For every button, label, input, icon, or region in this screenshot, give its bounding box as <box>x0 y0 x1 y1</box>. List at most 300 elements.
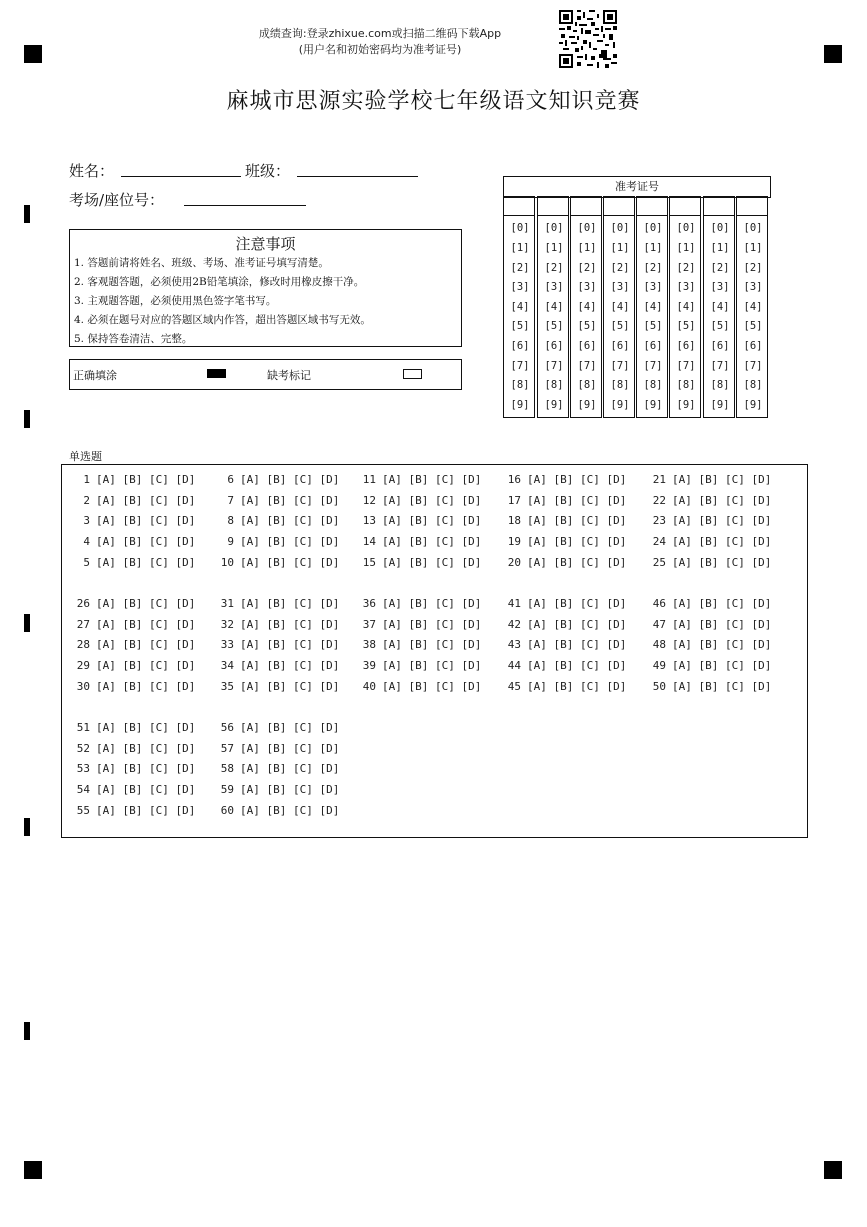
admission-digit-input[interactable] <box>603 196 635 216</box>
absent-mark-label: 缺考标记 <box>267 369 311 382</box>
answer-options[interactable]: [A] [B] [C] [D] <box>527 659 627 673</box>
digit-bubble[interactable]: [7] <box>544 360 564 372</box>
digit-bubble[interactable]: [1] <box>710 242 730 254</box>
admission-title: 准考证号 <box>503 176 771 198</box>
digit-bubble[interactable]: [3] <box>577 281 597 293</box>
question-row[interactable] <box>76 721 195 734</box>
question-number: 23 <box>652 514 666 528</box>
digit-bubble[interactable]: [4] <box>710 301 730 313</box>
answer-options[interactable]: [A] [B] [C] [D] <box>96 514 196 528</box>
digit-bubble[interactable]: [0] <box>676 222 696 234</box>
digit-bubble[interactable]: [0] <box>643 222 663 234</box>
question-number: 18 <box>507 514 521 528</box>
digit-bubble[interactable]: [9] <box>610 399 630 411</box>
question-row[interactable] <box>362 514 481 527</box>
question-number: 42 <box>507 617 521 631</box>
absent-mark-box[interactable] <box>403 369 422 379</box>
question-number: 54 <box>76 783 90 797</box>
digit-bubble[interactable]: [8] <box>610 379 630 391</box>
digit-bubble[interactable]: [1] <box>610 242 630 254</box>
digit-bubble[interactable]: [1] <box>510 242 530 254</box>
answer-options[interactable]: [A] [B] [C] [D] <box>382 514 482 528</box>
section-label: 单选题 <box>69 450 102 463</box>
question-number: 6 <box>227 473 234 486</box>
digit-bubble[interactable]: [9] <box>710 399 730 411</box>
question-number: 60 <box>220 803 234 817</box>
answer-options[interactable]: [A] [B] [C] [D] <box>96 617 196 631</box>
question-row[interactable] <box>507 494 626 507</box>
digit-bubble[interactable]: [2] <box>710 262 730 274</box>
question-number: 16 <box>507 473 521 486</box>
question-row[interactable] <box>507 638 626 651</box>
digit-bubble[interactable]: [6] <box>676 340 696 352</box>
question-row[interactable] <box>76 783 195 796</box>
answer-options[interactable]: [A] [B] [C] [D] <box>240 721 340 734</box>
digit-bubble[interactable]: [6] <box>610 340 630 352</box>
question-row[interactable] <box>652 473 771 486</box>
answer-options[interactable]: [A] [B] [C] [D] <box>672 555 772 569</box>
digit-bubble[interactable]: [3] <box>544 281 564 293</box>
digit-bubble[interactable]: [0] <box>510 222 530 234</box>
admission-digit-input[interactable] <box>736 196 768 216</box>
answer-options[interactable]: [A] [B] [C] [D] <box>240 617 340 631</box>
question-number: 40 <box>362 679 376 693</box>
answer-options[interactable]: [A] [B] [C] [D] <box>382 597 482 610</box>
answer-options[interactable]: [A] [B] [C] [D] <box>527 535 627 549</box>
question-number: 33 <box>220 638 234 652</box>
question-row[interactable] <box>76 473 195 486</box>
answer-options[interactable]: [A] [B] [C] [D] <box>672 473 772 486</box>
question-row[interactable] <box>507 556 626 569</box>
digit-bubble[interactable]: [8] <box>544 379 564 391</box>
answer-options[interactable]: [A] [B] [C] [D] <box>672 659 772 673</box>
timing-mark <box>24 1022 30 1040</box>
notice-title: 注意事项 <box>235 235 296 253</box>
question-row[interactable] <box>507 514 626 527</box>
digit-bubble[interactable]: [4] <box>676 301 696 313</box>
class-label: 班级： <box>245 162 291 180</box>
answer-options[interactable]: [A] [B] [C] [D] <box>96 783 196 797</box>
page-title: 麻城市思源实验学校七年级语文知识竞赛 <box>226 89 641 114</box>
question-row[interactable] <box>652 597 771 610</box>
answer-options[interactable]: [A] [B] [C] [D] <box>672 493 772 507</box>
question-row[interactable] <box>652 659 771 672</box>
timing-mark <box>24 818 30 836</box>
question-number: 4 <box>83 535 90 549</box>
question-row[interactable] <box>220 721 339 734</box>
question-row[interactable] <box>220 618 339 631</box>
answer-options[interactable]: [A] [B] [C] [D] <box>240 679 340 693</box>
digit-bubble[interactable]: [6] <box>577 340 597 352</box>
answer-options[interactable]: [A] [B] [C] [D] <box>96 555 196 569</box>
digit-bubble[interactable]: [4] <box>643 301 663 313</box>
digit-bubble[interactable]: [3] <box>676 281 696 293</box>
question-number: 48 <box>652 638 666 652</box>
answer-options[interactable]: [A] [B] [C] [D] <box>96 535 196 549</box>
digit-bubble[interactable]: [9] <box>544 399 564 411</box>
admission-bubble-list <box>603 216 635 418</box>
question-number: 3 <box>83 514 90 528</box>
answer-options[interactable]: [A] [B] [C] [D] <box>527 555 627 569</box>
digit-bubble[interactable]: [2] <box>610 262 630 274</box>
digit-bubble[interactable]: [5] <box>743 320 763 332</box>
question-row[interactable] <box>652 618 771 631</box>
digit-bubble[interactable]: [9] <box>643 399 663 411</box>
digit-bubble[interactable]: [5] <box>676 320 696 332</box>
question-number: 35 <box>220 679 234 693</box>
answer-options[interactable]: [A] [B] [C] [D] <box>240 783 340 797</box>
digit-bubble[interactable]: [5] <box>710 320 730 332</box>
question-number: 21 <box>652 473 666 486</box>
credential-note: (用户名和初始密码均为准考证号) <box>298 43 462 56</box>
answer-options[interactable]: [A] [B] [C] [D] <box>527 493 627 507</box>
answer-options[interactable]: [A] [B] [C] [D] <box>240 514 340 528</box>
question-number: 58 <box>220 762 234 776</box>
answer-options[interactable]: [A] [B] [C] [D] <box>240 555 340 569</box>
admission-column <box>537 196 569 418</box>
answer-options[interactable]: [A] [B] [C] [D] <box>382 473 482 486</box>
digit-bubble[interactable]: [8] <box>577 379 597 391</box>
mcq-answer-area <box>61 464 808 838</box>
question-number: 59 <box>220 783 234 797</box>
question-number: 44 <box>507 659 521 673</box>
digit-bubble[interactable]: [2] <box>676 262 696 274</box>
admission-column <box>636 196 668 418</box>
question-row[interactable] <box>76 535 195 548</box>
question-row[interactable] <box>76 638 195 651</box>
answer-options[interactable]: [A] [B] [C] [D] <box>96 803 196 817</box>
answer-options[interactable]: [A] [B] [C] [D] <box>672 679 772 693</box>
answer-options[interactable]: [A] [B] [C] [D] <box>672 638 772 652</box>
answer-options[interactable]: [A] [B] [C] [D] <box>527 514 627 528</box>
question-row[interactable] <box>76 618 195 631</box>
digit-bubble[interactable]: [9] <box>676 399 696 411</box>
question-number: 28 <box>76 638 90 652</box>
digit-bubble[interactable]: [7] <box>676 360 696 372</box>
digit-bubble[interactable]: [7] <box>610 360 630 372</box>
class-field[interactable] <box>297 176 418 177</box>
admission-digit-input[interactable] <box>570 196 602 216</box>
question-row[interactable] <box>76 762 195 775</box>
answer-options[interactable]: [A] [B] [C] [D] <box>240 493 340 507</box>
digit-bubble[interactable]: [7] <box>577 360 597 372</box>
question-row[interactable] <box>652 535 771 548</box>
notice-item: 1. 答题前请将姓名、班级、考场、准考证号填写清楚。 <box>74 257 329 269</box>
question-row[interactable] <box>220 597 339 610</box>
question-row[interactable] <box>220 514 339 527</box>
digit-bubble[interactable]: [4] <box>743 301 763 313</box>
digit-bubble[interactable]: [3] <box>743 281 763 293</box>
digit-bubble[interactable]: [3] <box>710 281 730 293</box>
question-row[interactable] <box>76 597 195 610</box>
admission-column <box>736 196 768 418</box>
question-number: 56 <box>220 721 234 734</box>
question-row[interactable] <box>362 638 481 651</box>
digit-bubble[interactable]: [7] <box>643 360 663 372</box>
notice-item: 5. 保持答卷清洁、完整。 <box>74 333 193 345</box>
digit-bubble[interactable]: [6] <box>510 340 530 352</box>
question-number: 38 <box>362 638 376 652</box>
question-number: 49 <box>652 659 666 673</box>
question-row[interactable] <box>362 494 481 507</box>
question-row[interactable] <box>220 638 339 651</box>
question-number: 39 <box>362 659 376 673</box>
admission-digit-input[interactable] <box>703 196 735 216</box>
answer-options[interactable]: [A] [B] [C] [D] <box>672 597 772 610</box>
answer-options[interactable]: [A] [B] [C] [D] <box>527 679 627 693</box>
question-row[interactable] <box>507 680 626 693</box>
question-row[interactable] <box>362 535 481 548</box>
digit-bubble[interactable]: [6] <box>643 340 663 352</box>
timing-mark <box>24 614 30 632</box>
answer-options[interactable]: [A] [B] [C] [D] <box>672 514 772 528</box>
question-number: 5 <box>83 555 90 569</box>
question-row[interactable] <box>362 659 481 672</box>
answer-options[interactable]: [A] [B] [C] [D] <box>96 741 196 755</box>
question-number: 20 <box>507 555 521 569</box>
answer-options[interactable]: [A] [B] [C] [D] <box>240 597 340 610</box>
timing-mark <box>24 205 30 223</box>
answer-options[interactable]: [A] [B] [C] [D] <box>96 762 196 776</box>
question-number: 8 <box>227 514 234 528</box>
question-row[interactable] <box>362 597 481 610</box>
question-row[interactable] <box>220 783 339 796</box>
question-row[interactable] <box>652 514 771 527</box>
question-number: 45 <box>507 679 521 693</box>
digit-bubble[interactable]: [0] <box>710 222 730 234</box>
admission-bubble-list <box>636 216 668 418</box>
answer-options[interactable]: [A] [B] [C] [D] <box>527 638 627 652</box>
digit-bubble[interactable]: [8] <box>510 379 530 391</box>
question-row[interactable] <box>507 535 626 548</box>
digit-bubble[interactable]: [0] <box>544 222 564 234</box>
score-query-note: 成绩查询:登录zhixue.com或扫描二维码下载App <box>258 27 502 40</box>
question-row[interactable] <box>76 680 195 693</box>
question-number: 31 <box>220 597 234 610</box>
digit-bubble[interactable]: [5] <box>643 320 663 332</box>
admission-bubble-list <box>503 216 535 418</box>
fill-legend <box>69 359 462 390</box>
question-number: 2 <box>83 493 90 507</box>
question-number: 25 <box>652 555 666 569</box>
digit-bubble[interactable]: [2] <box>544 262 564 274</box>
digit-bubble[interactable]: [2] <box>743 262 763 274</box>
answer-options[interactable]: [A] [B] [C] [D] <box>240 535 340 549</box>
digit-bubble[interactable]: [5] <box>577 320 597 332</box>
admission-bubble-list <box>537 216 569 418</box>
question-number: 24 <box>652 535 666 549</box>
answer-options[interactable]: [A] [B] [C] [D] <box>240 741 340 755</box>
question-number: 26 <box>76 597 90 610</box>
answer-options[interactable]: [A] [B] [C] [D] <box>527 597 627 610</box>
digit-bubble[interactable]: [8] <box>743 379 763 391</box>
answer-options[interactable]: [A] [B] [C] [D] <box>382 679 482 693</box>
answer-options[interactable]: [A] [B] [C] [D] <box>96 473 196 486</box>
question-number: 12 <box>362 493 376 507</box>
digit-bubble[interactable]: [4] <box>610 301 630 313</box>
admission-digit-input[interactable] <box>537 196 569 216</box>
question-row[interactable] <box>76 494 195 507</box>
digit-bubble[interactable]: [3] <box>610 281 630 293</box>
digit-bubble[interactable]: [1] <box>544 242 564 254</box>
question-number: 13 <box>362 514 376 528</box>
question-row[interactable] <box>362 680 481 693</box>
answer-options[interactable]: [A] [B] [C] [D] <box>672 535 772 549</box>
answer-options[interactable]: [A] [B] [C] [D] <box>240 659 340 673</box>
admission-bubble-list <box>703 216 735 418</box>
answer-options[interactable]: [A] [B] [C] [D] <box>382 617 482 631</box>
digit-bubble[interactable]: [9] <box>743 399 763 411</box>
question-number: 50 <box>652 679 666 693</box>
answer-options[interactable]: [A] [B] [C] [D] <box>96 659 196 673</box>
name-field[interactable] <box>121 176 241 177</box>
question-row[interactable] <box>652 638 771 651</box>
answer-options[interactable]: [A] [B] [C] [D] <box>382 659 482 673</box>
digit-bubble[interactable]: [7] <box>710 360 730 372</box>
question-row[interactable] <box>76 556 195 569</box>
answer-options[interactable]: [A] [B] [C] [D] <box>527 617 627 631</box>
answer-options[interactable]: [A] [B] [C] [D] <box>382 638 482 652</box>
question-number: 11 <box>362 473 376 486</box>
question-number: 1 <box>83 473 90 486</box>
digit-bubble[interactable]: [2] <box>577 262 597 274</box>
digit-bubble[interactable]: [3] <box>510 281 530 293</box>
question-row[interactable] <box>362 473 481 486</box>
digit-bubble[interactable]: [7] <box>743 360 763 372</box>
question-row[interactable] <box>220 535 339 548</box>
digit-bubble[interactable]: [1] <box>743 242 763 254</box>
question-number: 14 <box>362 535 376 549</box>
question-number: 22 <box>652 493 666 507</box>
admission-column <box>570 196 602 418</box>
answer-options[interactable]: [A] [B] [C] [D] <box>240 803 340 817</box>
question-row[interactable] <box>652 680 771 693</box>
digit-bubble[interactable]: [6] <box>710 340 730 352</box>
timing-mark <box>24 410 30 428</box>
digit-bubble[interactable]: [1] <box>676 242 696 254</box>
question-number: 41 <box>507 597 521 610</box>
digit-bubble[interactable]: [6] <box>743 340 763 352</box>
digit-bubble[interactable]: [8] <box>676 379 696 391</box>
digit-bubble[interactable]: [5] <box>610 320 630 332</box>
registration-mark <box>824 45 842 63</box>
admission-column <box>669 196 701 418</box>
filled-bubble-sample <box>207 369 226 378</box>
question-row[interactable] <box>76 514 195 527</box>
question-row[interactable] <box>507 597 626 610</box>
question-row[interactable] <box>220 494 339 507</box>
question-row[interactable] <box>76 659 195 672</box>
digit-bubble[interactable]: [3] <box>643 281 663 293</box>
registration-mark <box>24 1161 42 1179</box>
question-number: 57 <box>220 741 234 755</box>
notice-item: 2. 客观题答题，必须使用2B铅笔填涂，修改时用橡皮擦干净。 <box>74 276 365 288</box>
digit-bubble[interactable]: [5] <box>510 320 530 332</box>
question-row[interactable] <box>507 473 626 486</box>
answer-options[interactable]: [A] [B] [C] [D] <box>240 638 340 652</box>
answer-options[interactable]: [A] [B] [C] [D] <box>527 473 627 486</box>
digit-bubble[interactable]: [4] <box>577 301 597 313</box>
notice-item: 3. 主观题答题，必须使用黑色签字笔书写。 <box>74 295 277 307</box>
question-row[interactable] <box>220 473 339 486</box>
answer-options[interactable]: [A] [B] [C] [D] <box>96 597 196 610</box>
question-row[interactable] <box>220 804 339 817</box>
seat-field[interactable] <box>184 205 306 206</box>
question-number: 10 <box>220 555 234 569</box>
question-number: 29 <box>76 659 90 673</box>
digit-bubble[interactable]: [2] <box>643 262 663 274</box>
question-row[interactable] <box>507 618 626 631</box>
question-row[interactable] <box>76 804 195 817</box>
question-number: 17 <box>507 493 521 507</box>
digit-bubble[interactable]: [5] <box>544 320 564 332</box>
digit-bubble[interactable]: [8] <box>643 379 663 391</box>
answer-options[interactable]: [A] [B] [C] [D] <box>96 721 196 734</box>
notice-item: 4. 必须在题号对应的答题区域内作答，超出答题区域书写无效。 <box>74 314 371 326</box>
digit-bubble[interactable]: [1] <box>577 242 597 254</box>
digit-bubble[interactable]: [4] <box>544 301 564 313</box>
question-number: 19 <box>507 535 521 549</box>
admission-digit-input[interactable] <box>636 196 668 216</box>
question-row[interactable] <box>507 659 626 672</box>
answer-options[interactable]: [A] [B] [C] [D] <box>240 473 340 486</box>
digit-bubble[interactable]: [7] <box>510 360 530 372</box>
digit-bubble[interactable]: [6] <box>544 340 564 352</box>
question-row[interactable] <box>652 494 771 507</box>
admission-bubble-list <box>736 216 768 418</box>
answer-options[interactable]: [A] [B] [C] [D] <box>96 493 196 507</box>
question-row[interactable] <box>220 556 339 569</box>
question-number: 27 <box>76 617 90 631</box>
digit-bubble[interactable]: [8] <box>710 379 730 391</box>
digit-bubble[interactable]: [9] <box>510 399 530 411</box>
admission-column <box>703 196 735 418</box>
digit-bubble[interactable]: [0] <box>577 222 597 234</box>
admission-digit-input[interactable] <box>669 196 701 216</box>
answer-options[interactable]: [A] [B] [C] [D] <box>382 493 482 507</box>
question-number: 36 <box>362 597 376 610</box>
digit-bubble[interactable]: [4] <box>510 301 530 313</box>
qr-code-icon[interactable] <box>559 10 617 68</box>
answer-options[interactable]: [A] [B] [C] [D] <box>96 638 196 652</box>
question-row[interactable] <box>362 556 481 569</box>
question-row[interactable] <box>652 556 771 569</box>
question-number: 9 <box>227 535 234 549</box>
question-row[interactable] <box>362 618 481 631</box>
digit-bubble[interactable]: [1] <box>643 242 663 254</box>
digit-bubble[interactable]: [0] <box>610 222 630 234</box>
question-number: 47 <box>652 617 666 631</box>
question-row[interactable] <box>76 742 195 755</box>
question-row[interactable] <box>220 659 339 672</box>
answer-options[interactable]: [A] [B] [C] [D] <box>672 617 772 631</box>
question-number: 43 <box>507 638 521 652</box>
answer-options[interactable]: [A] [B] [C] [D] <box>240 762 340 776</box>
answer-options[interactable]: [A] [B] [C] [D] <box>382 555 482 569</box>
question-row[interactable] <box>220 742 339 755</box>
digit-bubble[interactable]: [0] <box>743 222 763 234</box>
question-row[interactable] <box>220 680 339 693</box>
answer-options[interactable]: [A] [B] [C] [D] <box>382 535 482 549</box>
question-number: 30 <box>76 679 90 693</box>
digit-bubble[interactable]: [9] <box>577 399 597 411</box>
digit-bubble[interactable]: [2] <box>510 262 530 274</box>
seat-label: 考场/座位号： <box>69 191 165 209</box>
admission-digit-input[interactable] <box>503 196 535 216</box>
answer-options[interactable]: [A] [B] [C] [D] <box>96 679 196 693</box>
admission-column <box>503 196 535 418</box>
question-row[interactable] <box>220 762 339 775</box>
